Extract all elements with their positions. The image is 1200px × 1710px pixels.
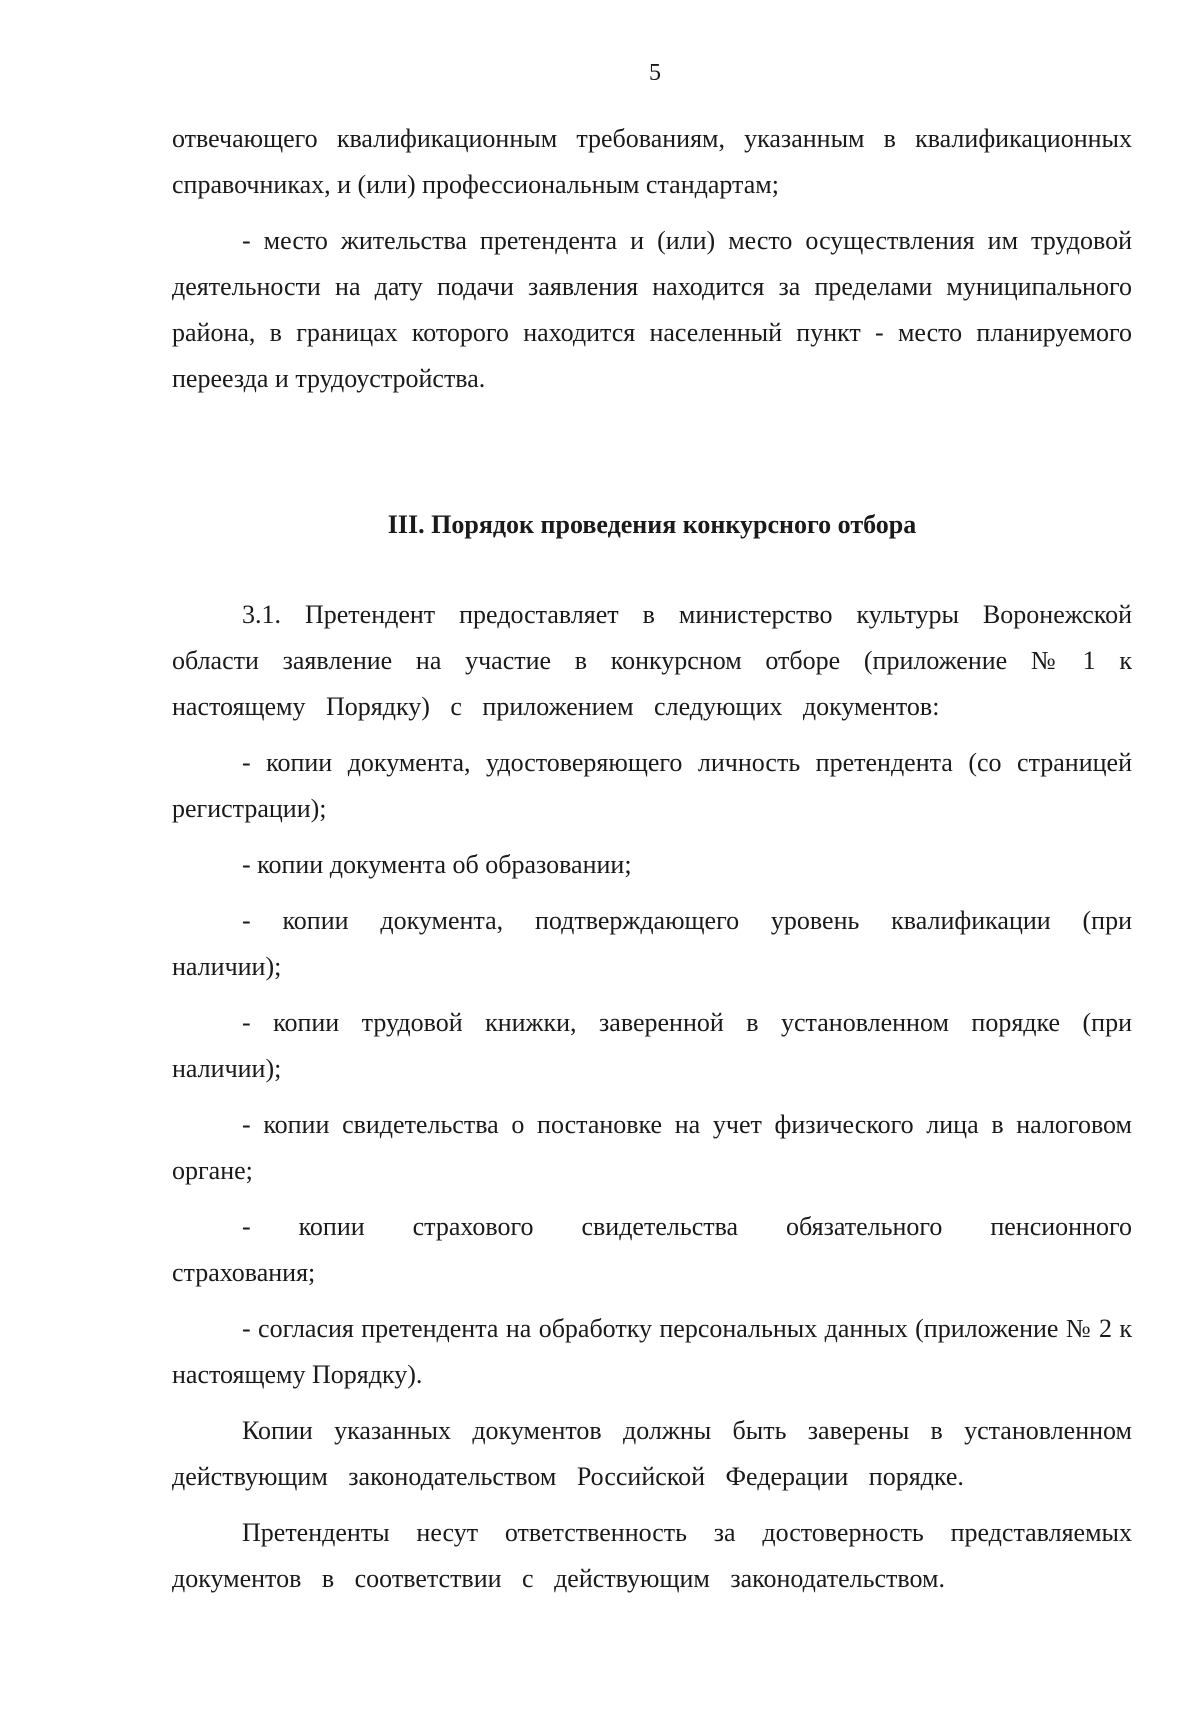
section-heading: III. Порядок проведения конкурсного отбора: [387, 510, 917, 539]
document-body: [172, 116, 1132, 1602]
paragraph-certification: Копии указанных документов должны быть заверены в установленном действующим законодательством Российской Федерации порядке.: [172, 1416, 1132, 1491]
list-item-qualification-document: - копии документа, подтверждающего уровень квалификации (при наличии);: [172, 906, 1132, 981]
paragraph-responsibility: Претенденты несут ответственность за достоверность представляемых документов в соответствии с действующим законодательством.: [172, 1518, 1132, 1593]
list-item-identity-document: - копии документа, удостоверяющего личность претендента (со страницей регистрации);: [172, 748, 1132, 823]
paragraph-residence-condition: - место жительства претендента и (или) место осуществления им трудовой деятельности на дату подачи заявления находится за пределами муниципального района, в границах которого находится населенный пункт - место планируемого переезда и трудоустройства.: [172, 226, 1132, 393]
page-number: 5: [649, 60, 661, 86]
list-item-employment-record: - копии трудовой книжки, заверенной в установленном порядке (при наличии);: [172, 1008, 1132, 1083]
paragraph-3-1: 3.1. Претендент предоставляет в министерство культуры Воронежской области заявление на участие в конкурсном отборе (приложение № 1 к настоящему Порядку) с приложением следующих документов:: [172, 600, 1132, 721]
section-heading-block: [172, 502, 1132, 548]
list-item-education-document: - копии документа об образовании;: [242, 850, 632, 879]
list-item-pension-insurance: - копии страхового свидетельства обязательного пенсионного страхования;: [172, 1212, 1132, 1287]
list-item-tax-registration: - копии свидетельства о постановке на учет физического лица в налоговом органе;: [172, 1110, 1132, 1185]
paragraph-continuation: отвечающего квалификационным требованиям, указанным в квалификационных справочниках, и (или) профессиональным стандартам;: [172, 124, 1132, 199]
list-item-personal-data-consent: - согласия претендента на обработку персональных данных (приложение № 2 к настоящему Порядку).: [172, 1314, 1132, 1389]
